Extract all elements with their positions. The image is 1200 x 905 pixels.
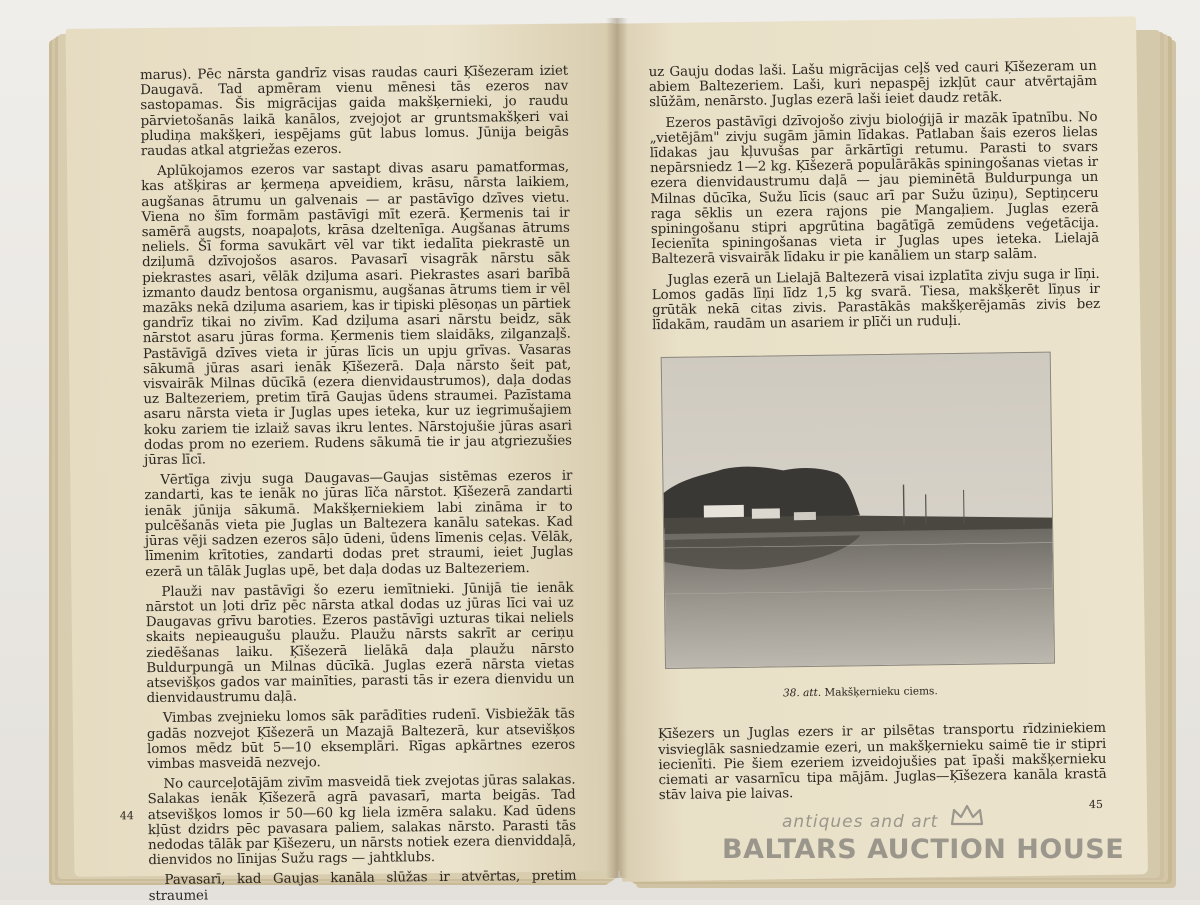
right-page <box>610 16 1148 881</box>
paragraph: Vimbas zvejnieku lomos sāk parādīties rudenī. Visbiežāk tās gadās nozvejot Ķīšezerā un Mazajā Baltezerā, kur atsevišķos lomos mēdz būt 5—10 eksemplāri. Rīgas apkārtnes ezeros vimbas masveidā nezvejo. <box>147 707 576 772</box>
book-gutter <box>606 18 628 878</box>
figure-caption <box>665 684 1055 701</box>
crown-icon <box>950 804 984 826</box>
left-page-text <box>140 64 577 904</box>
paragraph: Ķīšezers un Juglas ezers ir ar pilsētas transportu rīdziniekiem visvieglāk sasniedzamie ezeri, un makšķernieku saimē tie ir stipri iecienīti. Pie šiem ezeriem izveidojušies pat īpaši makšķernieku ciemati ar vasarnīcu tipa mājām. Juglas—Ķīšezera kanāla krastā stāv laiva pie laivas. <box>658 721 1107 803</box>
left-page <box>66 23 623 877</box>
paragraph: Vērtīga zivju suga Daugavas—Gaujas sistēmas ezeros ir zandarti, kas te ienāk no jūras līča nārstot. Ķīšezerā zandarti ienāk jūnija sākumā. Makšķerniekiem labi zināma ir to pulcēšanās vieta pie Juglas un Baltezera kanālu satekas. Kad jūras vēji sadzen ezeros sāļo ūdeni, ūdens līmenis ceļas. Vēlāk, līmenim krītoties, zandarti dodas pret straumi, ieiet Juglas ezerā un tālāk Juglas upē, bet daļa dodas uz Baltezeriem. <box>144 469 573 580</box>
figure <box>661 351 1105 669</box>
lake-village-photo <box>661 352 1055 669</box>
figure-caption-title: Makšķernieku ciems. <box>824 686 937 700</box>
paragraph: Juglas ezerā un Lielajā Baltezerā visai izplatīta zivju suga ir līņi. Lomos gadās līņi līdz 1,5 kg svarā. Tiesa, makšķerēt līņus ir grūtāk nekā citas zivis. Parastākās makšķerējamās zivis bez līdakām, raudām un asariem ir plīči un ruduļi. <box>652 267 1101 334</box>
paragraph: No caurceļotājām zivīm masveidā tiek zvejotas jūras salakas. Salakas ienāk Ķīšezerā agrā pavasarī, marta beigās. Tad atsevišķos lomos ir 50—60 kg liela izmēra salaku. Kad ūdens kļūst dzidrs pēc pavasara paliem, salakas nārsto. Parasti tās nedodas tālāk par Ķīšezeru, un nārsts notiek ezera dienviddaļā, dienvidos no līnijas Sužu rags — jahtklubs. <box>147 773 576 869</box>
paragraph: Ezeros pastāvīgi dzīvojošo zivju bioloģijā ir mazāk īpatnību. No „vietējām" zivju sugām jāmin līdakas. Patlaban šais ezeros lielas līdakas jau kļuvušas par ārkārtīgi retumu. Parasti to svars nepārsniedz 1—2 kg. Ķīšezerā populārākās spiningošanas vietas ir ezera dienvidaustrumu daļā — jau pieminētā Buldurpunga un Milnas dūcīka, Sužu līcis (sauc arī par Sužu ūziņu), Septiņceru raga sēklis un ezera rajons pie Mangaļiem. Juglas ezerā spiningošanu stipri apgrūtina bagātīgā zemūdens veģetācija. Iecienīta spiningošanas vieta ir Juglas upes ieteka. Lielajā Baltezerā visvairāk līdaku ir pie kanāliem un starp salām. <box>649 110 1099 268</box>
watermark-subtitle: antiques and art <box>782 812 938 832</box>
page-number-right: 45 <box>1089 798 1103 811</box>
paragraph: Aplūkojamos ezeros var sastapt divas asaru pamatformas, kas atšķiras ar ķermeņa apveidiem, krāsu, nārsta laikiem, augšanas ātrumu un galvenais — ar pastāvīgo dzīves vietu. Viena no šīm formām pastāvīgi mīt ezerā. Ķermenis tai ir samērā augsts, noapaļots, krāsa dzeltenīga. Augšanas ātrums neliels. Šī forma savukārt vēl var tikt iedalīta piekrastē un dziļumā dzīvojošos asaros. Pavasarī visagrāk nārstu sāk piekrastes asari, vēlāk dziļuma asari. Piekrastes asari barībā izmanto daudz bentosa organismu, augšanas ātrums tiem ir vēl mazāks nekā dziļuma asariem, kas ir tipiski plēsoņas un pārtiek gandrīz tikai no zivīm. Kad dziļuma asari nārstu beidz, sāk nārstot asaru jūras forma. Ķermenis tiem slaidāks, zilganzaļš. Pastāvīgā dzīves vieta ir jūras līcis un upju grīvas. Vasaras sākumā jūras asari ienāk Ķīšezerā. Daļa nārsto šeit pat, visvairāk Milnas dūcīkā (ezera dienvidaustrumos), daļa dodas uz Baltezeriem, pretim tīrā Gaujas ūdens straumei. Pazīstama asaru nārsta vieta ir Juglas upes ieteka, kur uz iegrimušajiem koku zariem tie izlaiž savas ikru lentes. Nārstojušie jūras asari dodas prom no ezeriem. Rudens sākumā tie ir jau atgriezušies jūras līcī. <box>141 160 572 469</box>
page-number-left: 44 <box>120 809 134 822</box>
paragraph: marus). Pēc nārsta gandrīz visas raudas cauri Ķīšezeram iziet Daugavā. Tad apmēram vienu mēnesi tās ezeros nav sastopamas. Šis migrācijas gaida makšķernieki, jo raudu pārvietošanās laikā kanālos, zvejojot ar gruntsmakšķeri vai pludiņa makšķeri, iespējams gūt labus lomus. Jūnija beigās raudas atkal atgriežas ezeros. <box>140 64 569 160</box>
auction-house-watermark <box>722 812 1122 872</box>
watermark-main: BALTARS AUCTION HOUSE <box>722 834 1124 865</box>
right-page-text-bottom <box>658 721 1107 803</box>
photo-illustration <box>662 353 1054 668</box>
paragraph: Pavasarī, kad Gaujas kanāla slūžas ir atvērtas, pretim straumei <box>148 869 576 904</box>
figure-caption-number: 38. att. <box>783 687 821 700</box>
paragraph: Plauži nav pastāvīgi šo ezeru iemītnieki. Jūnijā tie ienāk nārstot un ļoti drīz pēc nārsta atkal dodas uz jūras līci vai uz Daugavas grīvu baroties. Ezeros pastāvīgi uzturas tikai neliels skaits nepieaugušu plaužu. Plaužu nārsts sakrīt ar ceriņu ziedēšanas laiku. Ķīšezerā lielākā daļa plaužu nārsto Buldurpungā un Milnas dūcīkā. Juglas ezerā nārsta vietas atsevišķos gados var mainīties, parasti tās ir ezera dienvidu un dienvidaustrumu daļā. <box>145 580 574 706</box>
right-page-text-top <box>649 59 1101 334</box>
paragraph: uz Gauju dodas laši. Lašu migrācijas ceļš ved cauri Ķīšezeram un abiem Baltezeriem. Laši, kuri nepaspēj izkļūt caur atvērtajām slūžām, nenārsto. Juglas ezerā laši ieiet daudz retāk. <box>649 59 1098 111</box>
